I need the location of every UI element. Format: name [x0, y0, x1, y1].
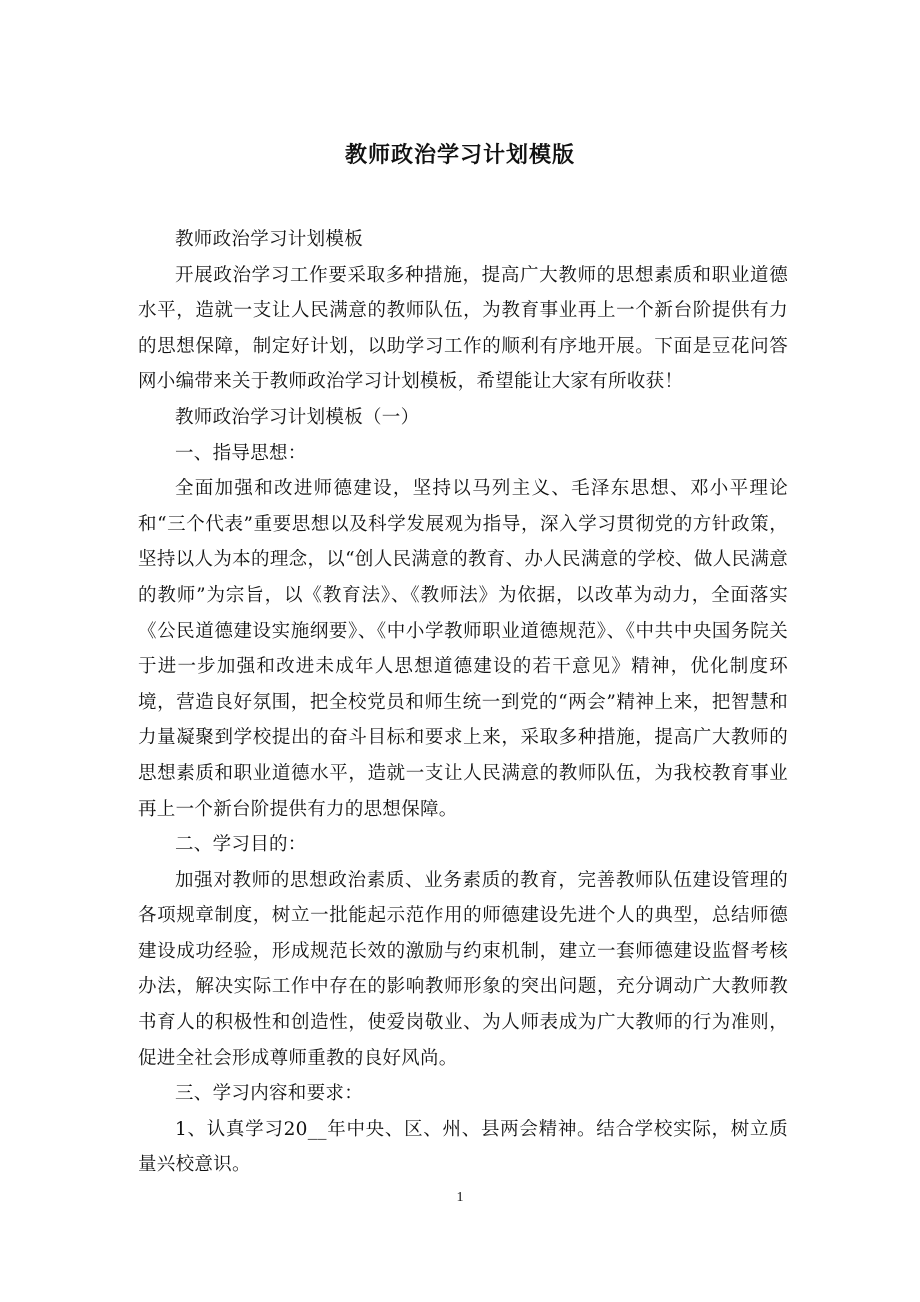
document-body [138, 222, 788, 1183]
paragraph-guiding-ideology: 全面加强和改进师德建设，坚持以马列主义、毛泽东思想、邓小平理论和“三个代表”重要思想以及科学发展观为指导，深入学习贯彻党的方针政策，坚持以人为本的理念，以“创人民满意的教育、办人民满意的学校、做人民满意的教师”为宗旨，以《教育法》、《教师法》为依据，以改革为动力，全面落实《公民道德建设实施纲要》、《中小学教师职业道德规范》、《中共中央国务院关于进一步加强和改进未成年人思想道德建设的若干意见》精神，优化制度环境，营造良好氛围，把全校党员和师生统一到党的“两会”精神上来，把智慧和力量凝聚到学校提出的奋斗目标和要求上来，采取多种措施，提高广大教师的思想素质和职业道德水平，造就一支让人民满意的教师队伍，为我校教育事业再上一个新台阶提供有力的思想保障。 [138, 478, 788, 820]
heading-guiding-ideology: 一、指导思想： [175, 442, 307, 464]
paragraph-study-purpose: 加强对教师的思想政治素质、业务素质的教育，完善教师队伍建设管理的各项规章制度，树立一批能起示范作用的师德建设先进个人的典型，总结师德建设成功经验，形成规范长效的激励与约束机制，建立一套师德建设监督考核办法，解决实际工作中存在的影响教师形象的突出问题，充分调动广大教师教书育人的积极性和创造性，使爱岗敬业、为人师表成为广大教师的行为准则，促进全社会形成尊师重教的良好风尚。 [138, 869, 788, 1069]
paragraph-section-heading: 教师政治学习计划模板（一） [175, 406, 420, 428]
page-number: 1 [456, 1190, 464, 1205]
heading-study-content: 三、学习内容和要求： [175, 1083, 364, 1105]
paragraph-intro: 开展政治学习工作要采取多种措施，提高广大教师的思想素质和职业道德水平，造就一支让人民满意的教师队伍，为教育事业再上一个新台阶提供有力的思想保障，制定好计划，以助学习工作的顺利有序地开展。下面是豆花问答网小编带来关于教师政治学习计划模板，希望能让大家有所收获！ [138, 264, 788, 393]
heading-study-purpose: 二、学习目的： [175, 834, 307, 856]
document-title: 教师政治学习计划模版 [344, 143, 575, 168]
paragraph-subtitle: 教师政治学习计划模板 [175, 229, 364, 250]
paragraph-study-content-item-1: 1、认真学习20__年中央、区、州、县两会精神。结合学校实际，树立质量兴校意识。 [138, 1118, 788, 1176]
